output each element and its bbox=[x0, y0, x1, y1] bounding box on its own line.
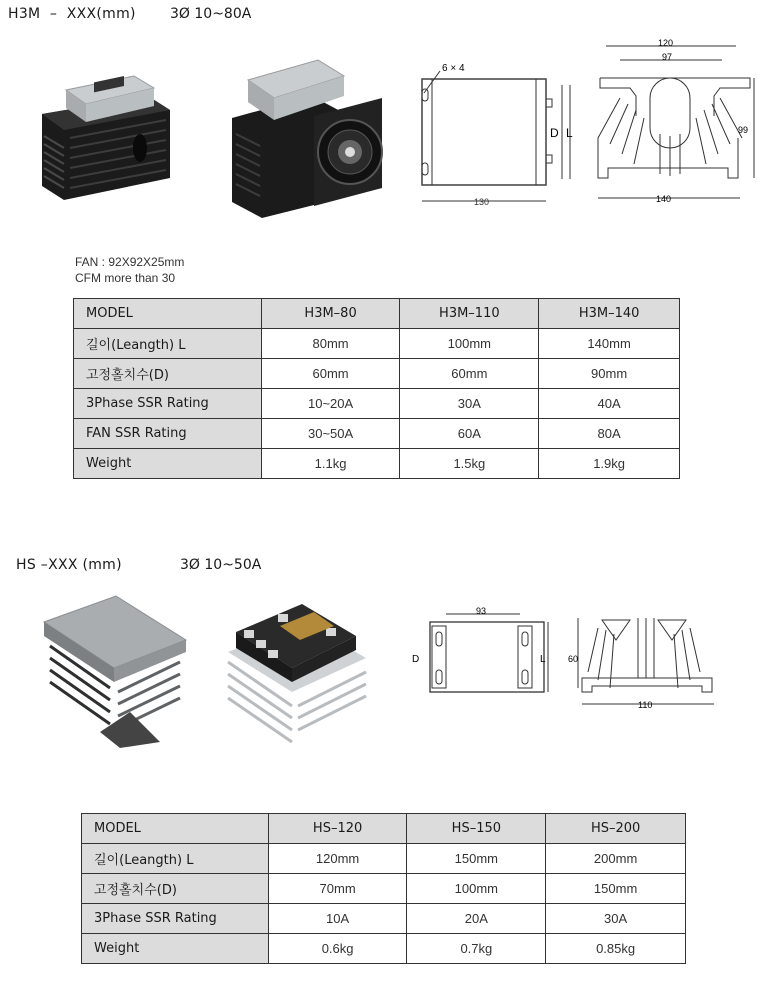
table-cell: 60mm bbox=[400, 359, 539, 389]
table-cell: 0.7kg bbox=[407, 934, 546, 964]
table-cell: 100mm bbox=[407, 874, 546, 904]
row-label: 고정홀치수(D) bbox=[82, 874, 269, 904]
hs-ssr-heatsink-photo bbox=[222, 596, 372, 761]
row-label: 3Phase SSR Rating bbox=[74, 389, 262, 419]
table-row bbox=[82, 874, 686, 904]
table-cell: 30A bbox=[546, 904, 686, 934]
hs-l-label: L bbox=[540, 654, 546, 665]
row-label: Weight bbox=[82, 934, 269, 964]
table-cell: 120mm bbox=[268, 844, 407, 874]
fan-size-note: FAN : 92X92X25mm bbox=[75, 255, 185, 269]
header-cell: HS–120 bbox=[268, 814, 407, 844]
section1-title: H3M – XXX(mm) bbox=[8, 6, 136, 22]
section2-title: HS –XXX (mm) bbox=[16, 557, 122, 573]
hs-spec-table bbox=[81, 813, 686, 964]
section1-phase-rating: 3Ø 10~80A bbox=[170, 6, 252, 22]
h3m-front-view-drawing bbox=[410, 55, 590, 215]
h3m-side-profile-drawing bbox=[590, 38, 760, 208]
section2-phase-rating: 3Ø 10~50A bbox=[180, 557, 262, 573]
h3m-top-inner-label: 97 bbox=[662, 52, 673, 62]
row-label: 3Phase SSR Rating bbox=[82, 904, 269, 934]
hs-height-label: 60 bbox=[568, 654, 579, 664]
table-cell: 60mm bbox=[261, 359, 400, 389]
row-label: 길이(Leangth) L bbox=[82, 844, 269, 874]
table-row bbox=[74, 449, 680, 479]
fan-notes bbox=[75, 254, 184, 286]
table-cell: 30~50A bbox=[261, 419, 400, 449]
h3m-top-outer-label: 120 bbox=[658, 38, 674, 48]
table-cell: 30A bbox=[400, 389, 539, 419]
header-cell: H3M–80 bbox=[261, 299, 400, 329]
row-label: Weight bbox=[74, 449, 262, 479]
header-cell: H3M–110 bbox=[400, 299, 539, 329]
h3m-spec-table bbox=[73, 298, 680, 479]
table-row bbox=[82, 844, 686, 874]
table-cell: 0.85kg bbox=[546, 934, 686, 964]
header-cell: MODEL bbox=[74, 299, 262, 329]
table-row bbox=[74, 329, 680, 359]
table-row bbox=[82, 904, 686, 934]
row-label: 고정홀치수(D) bbox=[74, 359, 262, 389]
fan-cfm-note: CFM more than 30 bbox=[75, 271, 176, 285]
table-row bbox=[74, 359, 680, 389]
h3m-heatsink-photo bbox=[30, 48, 180, 208]
h3m-height-label: 99 bbox=[738, 125, 749, 135]
table-row bbox=[74, 419, 680, 449]
hs-side-profile-drawing bbox=[568, 608, 728, 716]
hs-front-view-drawing bbox=[412, 600, 552, 700]
row-label: FAN SSR Rating bbox=[74, 419, 262, 449]
hs-base-width-label: 110 bbox=[638, 700, 653, 710]
table-cell: 200mm bbox=[546, 844, 686, 874]
h3m-width-label: 130 bbox=[474, 197, 490, 207]
hs-width-label: 93 bbox=[476, 606, 487, 616]
table-cell: 1.5kg bbox=[400, 449, 539, 479]
table-row bbox=[82, 934, 686, 964]
table-cell: 150mm bbox=[407, 844, 546, 874]
table-cell: 20A bbox=[407, 904, 546, 934]
header-cell: MODEL bbox=[82, 814, 269, 844]
table-cell: 10~20A bbox=[261, 389, 400, 419]
h3m-fan-heatsink-photo bbox=[222, 38, 392, 218]
table-cell: 60A bbox=[400, 419, 539, 449]
table-cell: 1.1kg bbox=[261, 449, 400, 479]
header-cell: HS–150 bbox=[407, 814, 546, 844]
table-cell: 80A bbox=[539, 419, 680, 449]
table-cell: 90mm bbox=[539, 359, 680, 389]
table-cell: 0.6kg bbox=[268, 934, 407, 964]
h3m-hole-label: 6 × 4 bbox=[442, 63, 465, 74]
hs-d-label: D bbox=[412, 654, 420, 665]
table-cell: 10A bbox=[268, 904, 407, 934]
h3m-l-label: L bbox=[566, 126, 573, 140]
h3m-d-label: D bbox=[550, 126, 559, 140]
table-header-row bbox=[82, 814, 686, 844]
table-cell: 80mm bbox=[261, 329, 400, 359]
h3m-base-width-label: 140 bbox=[656, 194, 672, 204]
table-cell: 40A bbox=[539, 389, 680, 419]
table-cell: 150mm bbox=[546, 874, 686, 904]
header-cell: H3M–140 bbox=[539, 299, 680, 329]
table-cell: 140mm bbox=[539, 329, 680, 359]
table-cell: 70mm bbox=[268, 874, 407, 904]
table-header-row bbox=[74, 299, 680, 329]
hs-heatsink-photo bbox=[40, 592, 190, 752]
table-row bbox=[74, 389, 680, 419]
table-cell: 100mm bbox=[400, 329, 539, 359]
row-label: 길이(Leangth) L bbox=[74, 329, 262, 359]
table-cell: 1.9kg bbox=[539, 449, 680, 479]
header-cell: HS–200 bbox=[546, 814, 686, 844]
